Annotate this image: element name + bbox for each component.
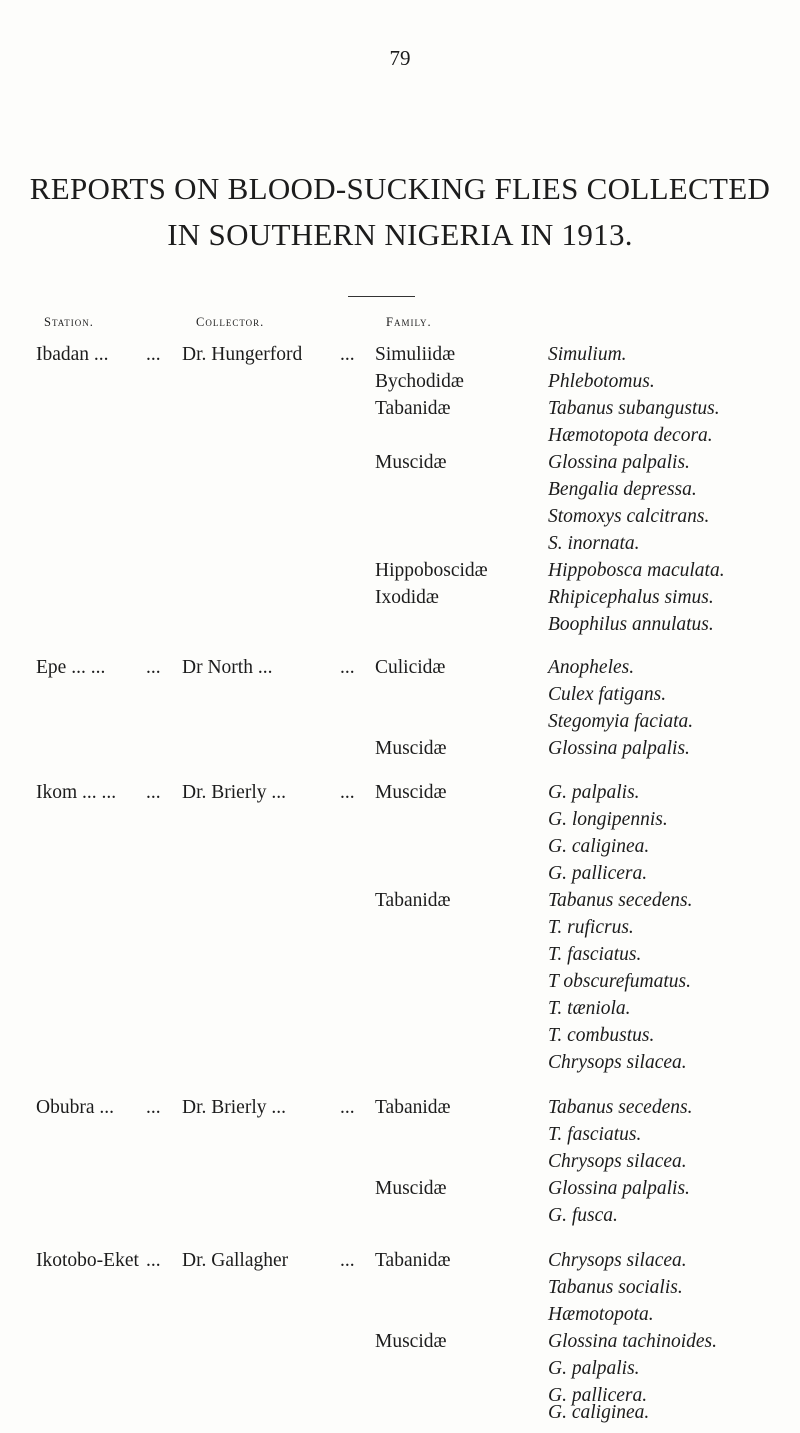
table-row <box>0 344 800 370</box>
species-cell: Culex fatigans. <box>548 684 667 705</box>
leader-dots: ... <box>340 657 355 678</box>
species-cell: Boophilus annulatus. <box>548 614 714 635</box>
table-row <box>0 971 800 997</box>
table-row <box>0 711 800 737</box>
species-cell: G. longipennis. <box>548 809 668 830</box>
species-cell: Tabanus secedens. <box>548 1097 693 1118</box>
species-cell: G. caliginea. <box>548 1402 650 1423</box>
family-cell: Culicidæ <box>375 657 446 678</box>
species-cell: Hæmotopota decora. <box>548 425 713 446</box>
species-cell: T. tæniola. <box>548 998 631 1019</box>
species-cell: G. palpalis. <box>548 782 640 803</box>
table-row <box>0 533 800 559</box>
family-cell: Muscidæ <box>375 452 447 473</box>
species-cell: Hippobosca maculata. <box>548 560 725 581</box>
species-cell: T. fasciatus. <box>548 944 642 965</box>
species-cell: Bengalia depressa. <box>548 479 697 500</box>
title-line-1: REPORTS ON BLOOD-SUCKING FLIES COLLECTED <box>29 171 771 206</box>
table-row <box>0 371 800 397</box>
station-cell: Ikom ... ... <box>36 782 117 803</box>
table-row <box>0 809 800 835</box>
table-row <box>0 587 800 613</box>
family-cell: Simuliidæ <box>375 344 456 365</box>
table-row <box>0 1052 800 1078</box>
leader-dots: ... <box>146 344 161 365</box>
species-cell: Glossina palpalis. <box>548 1178 690 1199</box>
species-cell: G. fusca. <box>548 1205 618 1226</box>
table-row <box>0 1205 800 1231</box>
family-cell: Muscidæ <box>375 782 447 803</box>
family-cell: Muscidæ <box>375 1331 447 1352</box>
species-cell: Hæmotopota. <box>548 1304 654 1325</box>
leader-dots: ... <box>146 1250 161 1271</box>
species-cell: Glossina palpalis. <box>548 452 690 473</box>
species-cell: Chrysops silacea. <box>548 1151 687 1172</box>
species-cell: Simulium. <box>548 344 627 365</box>
table-row <box>0 1124 800 1150</box>
table-row <box>0 506 800 532</box>
family-cell: Muscidæ <box>375 738 447 759</box>
header-station: Station. <box>44 315 94 329</box>
table-row <box>0 479 800 505</box>
species-cell: Glossina tachinoides. <box>548 1331 717 1352</box>
species-cell: G. pallicera. <box>548 863 648 884</box>
leader-dots: ... <box>340 1250 355 1271</box>
collector-cell: Dr North ... <box>182 657 273 678</box>
family-cell: Muscidæ <box>375 1178 447 1199</box>
table-row <box>0 836 800 862</box>
table-row <box>0 425 800 451</box>
page-number: 79 <box>389 46 411 70</box>
title-line-2: IN SOUTHERN NIGERIA IN 1913. <box>167 217 633 252</box>
species-cell: T. combustus. <box>548 1025 655 1046</box>
species-cell: Tabanus subangustus. <box>548 398 720 419</box>
family-cell: Tabanidæ <box>375 890 451 911</box>
family-cell: Tabanidæ <box>375 398 451 419</box>
species-cell: Rhipicephalus simus. <box>548 587 714 608</box>
collector-cell: Dr. Brierly ... <box>182 1097 286 1118</box>
species-cell: Tabanus socialis. <box>548 1277 683 1298</box>
station-cell: Obubra ... <box>36 1097 114 1118</box>
family-cell: Hippoboscidæ <box>375 560 488 581</box>
family-cell: Tabanidæ <box>375 1097 451 1118</box>
table-row <box>0 863 800 889</box>
table-row <box>0 917 800 943</box>
table-row <box>0 782 800 808</box>
collector-cell: Dr. Hungerford <box>182 344 303 365</box>
species-cell: G. palpalis. <box>548 1358 640 1379</box>
leader-dots: ... <box>340 344 355 365</box>
table-row <box>0 998 800 1024</box>
table-row <box>0 1331 800 1357</box>
table-row <box>0 1178 800 1204</box>
leader-dots: ... <box>340 782 355 803</box>
table-row <box>0 398 800 424</box>
species-cell: Chrysops silacea. <box>548 1250 687 1271</box>
leader-dots: ... <box>146 657 161 678</box>
species-cell: Glossina palpalis. <box>548 738 690 759</box>
species-cell: G. pallicera. <box>548 1385 648 1406</box>
leader-dots: ... <box>146 782 161 803</box>
species-cell: T. ruficrus. <box>548 917 634 938</box>
collector-cell: Dr. Gallagher <box>182 1250 289 1271</box>
table-row <box>0 560 800 586</box>
table-row <box>0 657 800 683</box>
species-cell: Stomoxys calcitrans. <box>548 506 710 527</box>
table-row <box>0 1358 800 1384</box>
table-row <box>0 944 800 970</box>
collector-cell: Dr. Brierly ... <box>182 782 286 803</box>
header-family: Family. <box>386 315 432 329</box>
station-cell: Epe ... ... <box>36 657 106 678</box>
station-cell: Ikotobo-Eket <box>36 1250 139 1271</box>
family-cell: Tabanidæ <box>375 1250 451 1271</box>
family-cell: Bychodidæ <box>375 371 464 392</box>
table-row <box>0 1250 800 1276</box>
table-row <box>0 738 800 764</box>
table-row <box>0 1151 800 1177</box>
species-cell: G. caliginea. <box>548 836 650 857</box>
species-cell: Phlebotomus. <box>548 371 655 392</box>
table-row <box>0 1304 800 1330</box>
leader-dots: ... <box>146 1097 161 1118</box>
species-cell: T obscurefumatus. <box>548 971 692 992</box>
table-row <box>0 890 800 916</box>
species-cell: Stegomyia faciata. <box>548 711 694 732</box>
table-row <box>0 1277 800 1303</box>
table-row <box>0 1402 800 1428</box>
table-row <box>0 452 800 478</box>
species-cell: T. fasciatus. <box>548 1124 642 1145</box>
species-cell: S. inornata. <box>548 533 640 554</box>
header-collector: Collector. <box>196 315 265 329</box>
family-cell: Ixodidæ <box>375 587 439 608</box>
table-row <box>0 614 800 640</box>
species-cell: Anopheles. <box>548 657 635 678</box>
table-row <box>0 1025 800 1051</box>
station-cell: Ibadan ... <box>36 344 109 365</box>
leader-dots: ... <box>340 1097 355 1118</box>
table-row <box>0 684 800 710</box>
species-cell: Tabanus secedens. <box>548 890 693 911</box>
table-row <box>0 1097 800 1123</box>
species-cell: Chrysops silacea. <box>548 1052 687 1073</box>
title-rule <box>348 296 415 297</box>
